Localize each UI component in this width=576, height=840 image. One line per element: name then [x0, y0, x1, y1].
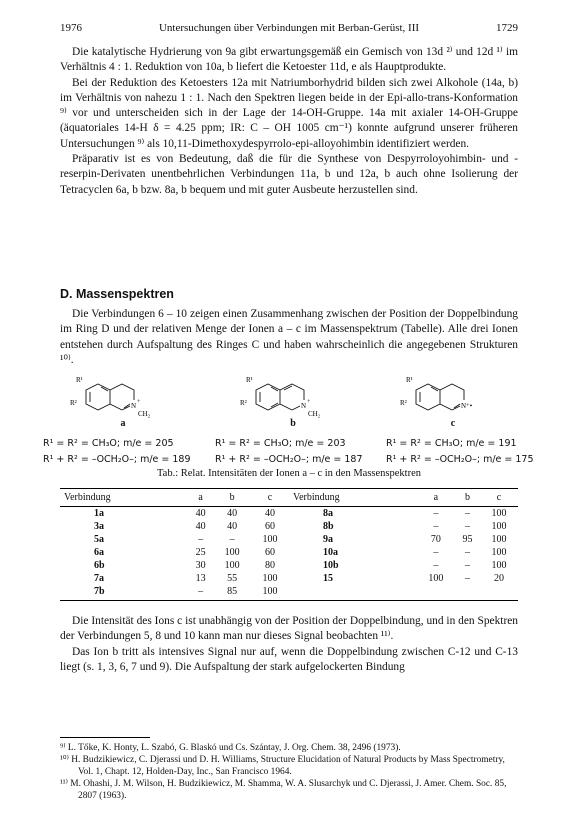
table-cell: 95 — [462, 534, 473, 545]
table-cell: 7a — [94, 573, 104, 584]
table-cell: 3a — [94, 521, 104, 532]
table-cell: 40 — [227, 521, 238, 532]
intro-text — [60, 45, 518, 198]
table-cell: 100 — [491, 521, 507, 532]
table-cell: 55 — [227, 573, 238, 584]
table-cell: – — [229, 534, 235, 545]
table-cell: – — [198, 534, 204, 545]
table-cell: 85 — [213, 585, 251, 601]
col-header: c — [251, 489, 289, 507]
col-header: b — [455, 489, 480, 507]
footnotes — [60, 742, 518, 802]
table-cell — [480, 585, 518, 601]
table-cell: – — [464, 573, 470, 584]
section-text — [60, 307, 518, 368]
footnote: ¹⁰⁾ H. Budzikiewicz, C. Djerassi und D. H. Williams, Structure Elucidation of Natural Products by Mass Spectrometry, Vol. 1, Chapt. 12, Holden-Day, Inc., San Francisco 1964. — [60, 755, 505, 777]
table-row — [60, 546, 518, 559]
table-cell: 8b — [322, 521, 334, 532]
page-number: 1729 — [496, 22, 518, 34]
table-cell: 100 — [491, 534, 507, 545]
r2-label: R² — [400, 399, 407, 407]
col-header: a — [188, 489, 213, 507]
col-header: a — [417, 489, 455, 507]
table-row — [60, 572, 518, 585]
table-cell: 40 — [265, 508, 276, 519]
r1-label: R¹ — [76, 376, 83, 384]
table-cell: – — [433, 560, 439, 571]
structure-a-drawing — [68, 372, 178, 422]
table-row — [60, 533, 518, 546]
r2-label: R² — [240, 399, 247, 407]
structure-a-label: a — [120, 418, 126, 429]
table-cell: – — [433, 521, 439, 532]
col-header: Verbindung — [289, 489, 417, 507]
table-cell: – — [433, 508, 439, 519]
table-cell: 6a — [94, 547, 104, 558]
table-cell — [417, 585, 455, 601]
table-cell: 100 — [224, 560, 240, 571]
r1-label: R¹ — [406, 376, 413, 384]
structure-c-formula-1: R¹ = R² = CH₃O; m/e = 191 — [386, 438, 517, 449]
structure-b-drawing — [238, 372, 348, 422]
table-cell: 100 — [262, 534, 278, 545]
after-table-text — [60, 614, 518, 675]
table-cell: 100 — [428, 573, 444, 584]
table-cell: 40 — [195, 508, 206, 519]
table-cell: 25 — [195, 547, 206, 558]
section-heading: D. Massenspektren — [60, 287, 174, 301]
table-cell: 40 — [195, 521, 206, 532]
table-caption: Tab.: Relat. Intensitäten der Ionen a – c in den Massenspektren — [156, 468, 421, 479]
table-row — [60, 559, 518, 572]
table-cell: 70 — [430, 534, 441, 545]
structure-c-label: c — [450, 418, 456, 429]
table-row — [60, 520, 518, 533]
structure-a-formula-2: R¹ + R² = –OCH₂O–; m/e = 189 — [43, 454, 191, 465]
charge-label: + — [307, 399, 311, 405]
ch2-label: CH₂ — [308, 410, 321, 418]
table-cell: 100 — [262, 573, 278, 584]
table-cell: – — [433, 547, 439, 558]
table-row — [60, 585, 518, 601]
footnote: ⁹⁾ L. Tőke, K. Honty, L. Szabó, G. Blaskó und Cs. Szántay, J. Org. Chem. 38, 2496 (1973). — [60, 743, 401, 753]
table-cell: – — [464, 560, 470, 571]
structure-b-formula-2: R¹ + R² = –OCH₂O–; m/e = 187 — [215, 454, 363, 465]
table-cell: 15 — [322, 573, 333, 584]
header-year: 1976 — [60, 22, 82, 34]
table-cell: 30 — [195, 560, 206, 571]
footnote: ¹¹⁾ M. Ohashi, J. M. Wilson, H. Budzikiewicz, M. Shamma, W. A. Slusarchyk und C. Djerassi, J. Amer. Chem. Soc. 85, 2807 (1963). — [60, 779, 507, 801]
table-cell: 60 — [265, 521, 276, 532]
col-header: c — [480, 489, 518, 507]
table-cell: 100 — [251, 585, 289, 601]
table-cell: 60 — [265, 547, 276, 558]
paragraph: Das Ion b tritt als intensives Signal nur auf, wenn die Doppelbindung zwischen C-12 und C-13 liegt (s. 1, 3, 6, 7 und 9). Die Aufspaltung der stark aufgelockerten Bindung — [60, 645, 518, 673]
table-cell: 40 — [227, 508, 238, 519]
table-cell: – — [464, 508, 470, 519]
table-cell: 6b — [94, 560, 105, 571]
table-cell: 100 — [491, 508, 507, 519]
paragraph: Bei der Reduktion des Ketoesters 12a mit Natriumborhydrid bilden sich zwei Alkohole (14a, b) im Verhältnis von nahezu 1 : 1. Nach den Spektren liegen beide in der Epi-allo-trans-Konformation ⁹⁾ vor und unterscheiden sich in der Lage der 14-OH-Gruppe. 14a mit axialer 14-OH-Gruppe (äquatoriales 14-H δ = 4.25 ppm; IR: C – OH 1005 cm⁻¹) konnte aufgrund unserer früheren Untersuchungen ⁹⁾ als 10,11-Dimethoxydespyrrolo-epi-alloyohimbin identifiziert werden. — [60, 76, 518, 150]
r2-label: R² — [70, 399, 77, 407]
paragraph: Die Intensität des Ions c ist unabhängig von der Position der Doppelbindung, und in den Spektren der Verbindungen 5, 8 und 10 kann man nur dieses Signal beobachten ¹¹⁾. — [60, 615, 518, 643]
footnote-divider — [60, 737, 150, 738]
table-cell: 7b — [60, 585, 188, 601]
table-cell: 8a — [322, 508, 333, 519]
structure-b-label: b — [290, 418, 296, 429]
table-cell: 10b — [322, 560, 339, 571]
table-cell: 20 — [494, 573, 505, 584]
table-cell: 1a — [94, 508, 104, 519]
intensity-table — [60, 488, 518, 601]
table-header-row — [60, 489, 518, 507]
table-cell: 80 — [265, 560, 276, 571]
table-cell: 100 — [491, 547, 507, 558]
table-cell: – — [464, 521, 470, 532]
nitrogen-radical-label: N⁺• — [461, 402, 473, 410]
structure-c-formula-2: R¹ + R² = –OCH₂O–; m/e = 175 — [386, 454, 534, 465]
table-row — [60, 507, 518, 521]
table-cell: 9a — [322, 534, 333, 545]
table-cell — [289, 585, 417, 601]
structure-a-formula-1: R¹ = R² = CH₃O; m/e = 205 — [43, 438, 174, 449]
col-header: b — [213, 489, 251, 507]
structure-c-drawing — [398, 372, 508, 422]
header-title: Untersuchungen über Verbindungen mit Berban-Gerüst, III — [158, 22, 420, 34]
table-cell: 10a — [322, 547, 338, 558]
col-header: Verbindung — [60, 489, 188, 507]
table-cell: – — [188, 585, 213, 601]
nitrogen-label: N — [131, 402, 137, 410]
r1-label: R¹ — [246, 376, 253, 384]
structure-b-formula-1: R¹ = R² = CH₃O; m/e = 203 — [215, 438, 346, 449]
table-cell: 100 — [491, 560, 507, 571]
paragraph: Die katalytische Hydrierung von 9a gibt erwartungsgemäß ein Gemisch von 13d ²⁾ und 12d ¹⁾ im Verhältnis 4 : 1. Reduktion von 10a, b liefert die Ketoester 11d, e als Hauptprodukte. — [60, 46, 518, 74]
table-cell: 100 — [224, 547, 240, 558]
paragraph: Präparativ ist es von Bedeutung, daß die für die Synthese von Despyrroloyohimbin- und -reserpin-Derivaten unentbehrlichen Verbindungen 11a, b und 12a, b auch ohne Isolierung der Tetracyclen 6a, b bzw. 8a, b bequem und mit guter Ausbeute herzustellen sind. — [60, 153, 518, 196]
table-cell: 13 — [195, 573, 206, 584]
ch2-label: CH₂ — [138, 410, 151, 418]
charge-label: + — [137, 399, 141, 405]
nitrogen-label: N — [301, 402, 307, 410]
table-cell — [455, 585, 480, 601]
table-cell: – — [464, 547, 470, 558]
paragraph: Die Verbindungen 6 – 10 zeigen einen Zusammenhang zwischen der Position der Doppelbindung im Ring D und der relativen Menge der Ionen a – c im Massenspektrum (Tabelle). Alle drei Ionen entstehen durch Aufspaltung des Ringes C und haben wahrscheinlich die angegebenen Strukturen ¹⁰⁾. — [60, 308, 518, 366]
table-cell: 5a — [94, 534, 104, 545]
